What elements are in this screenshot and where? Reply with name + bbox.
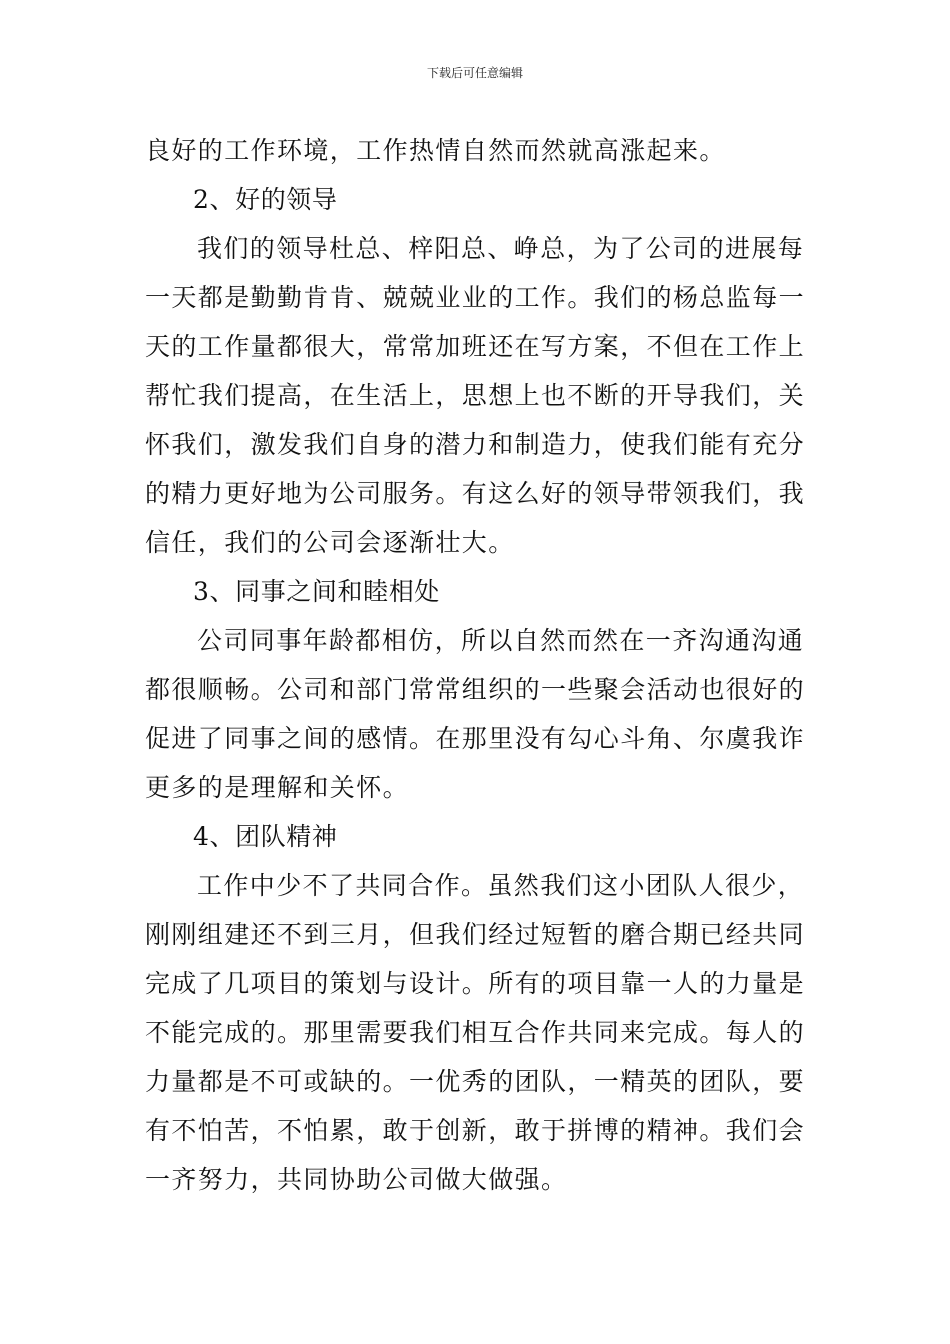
paragraph-line: 完成了几项目的策划与设计。所有的项目靠一人的力量是 xyxy=(145,969,806,998)
paragraph-line: 不能完成的。那里需要我们相互合作共同来完成。每人的 xyxy=(145,1018,806,1047)
paragraph-line: 公司同事年龄都相仿，所以自然而然在一齐沟通沟通 xyxy=(197,626,805,655)
page-header-note: 下载后可任意编辑 xyxy=(426,66,523,80)
paragraph-line: 促进了同事之间的感情。在那里没有勾心斗角、尔虞我诈 xyxy=(145,724,806,753)
section-heading: 3、同事之间和睦相处 xyxy=(193,577,440,606)
section-heading: 2、好的领导 xyxy=(193,185,338,214)
paragraph-line: 我们的领导杜总、梓阳总、峥总，为了公司的进展每 xyxy=(197,234,805,263)
text-lines xyxy=(145,126,810,1204)
document-body xyxy=(145,126,810,1204)
paragraph-line: 都很顺畅。公司和部门常常组织的一些聚会活动也很好的 xyxy=(145,675,806,704)
paragraph-line: 怀我们，激发我们自身的潜力和制造力，使我们能有充分 xyxy=(145,430,806,459)
paragraph-line: 一齐努力，共同协助公司做大做强。 xyxy=(145,1165,568,1194)
paragraph-line: 力量都是不可或缺的。一优秀的团队，一精英的团队，要 xyxy=(145,1067,806,1096)
paragraph-line: 信任，我们的公司会逐渐壮大。 xyxy=(145,528,515,557)
paragraph-line: 良好的工作环境，工作热情自然而然就高涨起来。 xyxy=(145,136,726,165)
paragraph-line: 工作中少不了共同合作。虽然我们这小团队人很少， xyxy=(197,871,805,900)
paragraph-line: 一天都是勤勤肯肯、兢兢业业的工作。我们的杨总监每一 xyxy=(145,283,806,312)
paragraph-line: 有不怕苦，不怕累，敢于创新，敢于拼博的精神。我们会 xyxy=(145,1116,806,1145)
paragraph-line: 更多的是理解和关怀。 xyxy=(145,773,410,802)
section-heading: 4、团队精神 xyxy=(193,822,338,851)
paragraph-line: 帮忙我们提高，在生活上，思想上也不断的开导我们，关 xyxy=(145,381,806,410)
paragraph-line: 刚刚组建还不到三月，但我们经过短暂的磨合期已经共同 xyxy=(145,920,806,949)
paragraph-line: 天的工作量都很大，常常加班还在写方案，不但在工作上 xyxy=(145,332,806,361)
paragraph-line: 的精力更好地为公司服务。有这么好的领导带领我们，我 xyxy=(145,479,806,508)
